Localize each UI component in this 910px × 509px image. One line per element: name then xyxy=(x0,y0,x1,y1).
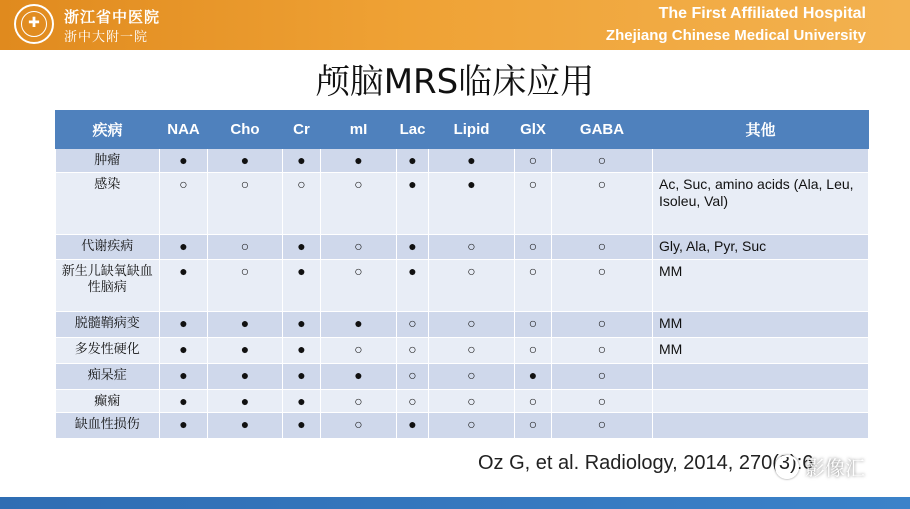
column-header: GlX xyxy=(515,111,552,149)
slide-title: 颅脑MRS临床应用 xyxy=(315,62,595,102)
citation-text: Oz G, et al. Radiology, 2014, 270(3):6 xyxy=(478,452,814,474)
disease-cell: 癫痫 xyxy=(56,390,160,413)
marker-cell: ○ xyxy=(552,390,653,413)
marker-cell: ● xyxy=(160,338,208,364)
marker-cell: ● xyxy=(208,364,283,390)
marker-cell: ○ xyxy=(552,413,653,439)
marker-cell: ○ xyxy=(397,312,429,338)
marker-cell: ● xyxy=(160,312,208,338)
other-cell xyxy=(653,390,869,413)
marker-cell: ○ xyxy=(208,260,283,312)
marker-cell: ○ xyxy=(321,173,397,235)
other-cell xyxy=(653,364,869,390)
disease-cell: 肿瘤 xyxy=(56,149,160,173)
hospital-name-en-line1: The First Affiliated Hospital xyxy=(658,5,866,22)
table-row xyxy=(56,390,869,413)
marker-cell: ○ xyxy=(515,149,552,173)
marker-cell: ○ xyxy=(429,364,515,390)
marker-cell: ○ xyxy=(515,312,552,338)
hospital-name-cn-line1: 浙江省中医院 xyxy=(64,8,161,26)
other-cell: MM xyxy=(653,338,869,364)
marker-cell: ○ xyxy=(429,338,515,364)
marker-cell: ○ xyxy=(208,235,283,260)
hospital-name-cn-line2: 浙中大附一院 xyxy=(64,30,149,45)
table-row xyxy=(56,260,869,312)
column-header: NAA xyxy=(160,111,208,149)
marker-cell: ● xyxy=(397,173,429,235)
marker-cell: ○ xyxy=(429,312,515,338)
marker-cell: ○ xyxy=(397,338,429,364)
column-header: GABA xyxy=(552,111,653,149)
marker-cell: ○ xyxy=(429,260,515,312)
table-row xyxy=(56,413,869,439)
disease-cell: 脱髓鞘病变 xyxy=(56,312,160,338)
table-row xyxy=(56,149,869,173)
table-row xyxy=(56,235,869,260)
column-header: Cho xyxy=(208,111,283,149)
marker-cell: ○ xyxy=(397,390,429,413)
marker-cell: ○ xyxy=(321,413,397,439)
marker-cell: ● xyxy=(160,149,208,173)
marker-cell: ● xyxy=(429,149,515,173)
marker-cell: ● xyxy=(321,149,397,173)
marker-cell: ● xyxy=(208,338,283,364)
marker-cell: ○ xyxy=(429,235,515,260)
other-cell xyxy=(653,413,869,439)
marker-cell: ○ xyxy=(429,413,515,439)
marker-cell: ● xyxy=(397,235,429,260)
marker-cell: ● xyxy=(160,235,208,260)
marker-cell: ● xyxy=(397,413,429,439)
marker-cell: ● xyxy=(208,312,283,338)
other-cell: Gly, Ala, Pyr, Suc xyxy=(653,235,869,260)
table-row xyxy=(56,173,869,235)
marker-cell: ● xyxy=(515,364,552,390)
disease-cell: 代谢疾病 xyxy=(56,235,160,260)
disease-cell: 多发性硬化 xyxy=(56,338,160,364)
marker-cell: ○ xyxy=(429,390,515,413)
other-cell: MM xyxy=(653,260,869,312)
marker-cell: ○ xyxy=(515,173,552,235)
wechat-icon xyxy=(775,455,799,479)
column-header: 疾病 xyxy=(56,111,160,149)
mrs-table xyxy=(55,110,869,439)
marker-cell: ● xyxy=(397,149,429,173)
marker-cell: ● xyxy=(283,235,321,260)
marker-cell: ● xyxy=(283,390,321,413)
marker-cell: ● xyxy=(283,413,321,439)
marker-cell: ● xyxy=(208,390,283,413)
marker-cell: ● xyxy=(283,260,321,312)
marker-cell: ● xyxy=(208,149,283,173)
column-header: mI xyxy=(321,111,397,149)
marker-cell: ○ xyxy=(552,260,653,312)
marker-cell: ○ xyxy=(515,235,552,260)
marker-cell: ○ xyxy=(321,235,397,260)
disease-cell: 新生儿缺氧缺血性脑病 xyxy=(56,260,160,312)
marker-cell: ● xyxy=(397,260,429,312)
marker-cell: ● xyxy=(321,312,397,338)
marker-cell: ○ xyxy=(397,364,429,390)
hospital-header xyxy=(0,0,910,50)
table-row xyxy=(56,338,869,364)
marker-cell: ○ xyxy=(515,260,552,312)
table-row xyxy=(56,364,869,390)
marker-cell: ● xyxy=(321,364,397,390)
marker-cell: ○ xyxy=(283,173,321,235)
marker-cell: ● xyxy=(208,413,283,439)
marker-cell: ● xyxy=(283,312,321,338)
marker-cell: ● xyxy=(160,260,208,312)
marker-cell: ○ xyxy=(515,390,552,413)
marker-cell: ● xyxy=(160,413,208,439)
marker-cell: ○ xyxy=(552,364,653,390)
marker-cell: ○ xyxy=(321,260,397,312)
marker-cell: ● xyxy=(283,149,321,173)
marker-cell: ● xyxy=(283,338,321,364)
marker-cell: ● xyxy=(160,364,208,390)
disease-cell: 缺血性损伤 xyxy=(56,413,160,439)
marker-cell: ○ xyxy=(552,149,653,173)
column-header: Cr xyxy=(283,111,321,149)
disease-cell: 感染 xyxy=(56,173,160,235)
other-cell: MM xyxy=(653,312,869,338)
column-header: Lac xyxy=(397,111,429,149)
column-header: 其他 xyxy=(653,111,869,149)
marker-cell: ○ xyxy=(321,338,397,364)
marker-cell: ○ xyxy=(321,390,397,413)
marker-cell: ● xyxy=(429,173,515,235)
marker-cell: ○ xyxy=(515,413,552,439)
marker-cell: ○ xyxy=(552,338,653,364)
marker-cell: ○ xyxy=(552,235,653,260)
hospital-name-en-line2: Zhejiang Chinese Medical University xyxy=(605,27,866,44)
table-row xyxy=(56,312,869,338)
watermark xyxy=(775,452,865,481)
marker-cell: ● xyxy=(160,390,208,413)
bottom-bar xyxy=(0,497,910,509)
marker-cell: ○ xyxy=(515,338,552,364)
marker-cell: ○ xyxy=(552,173,653,235)
marker-cell: ● xyxy=(283,364,321,390)
marker-cell: ○ xyxy=(160,173,208,235)
marker-cell: ○ xyxy=(208,173,283,235)
watermark-text: 影像汇 xyxy=(805,456,865,480)
column-header: Lipid xyxy=(429,111,515,149)
other-cell: Ac, Suc, amino acids (Ala, Leu, Isoleu, Val) xyxy=(653,173,869,235)
other-cell xyxy=(653,149,869,173)
hospital-logo-icon: ✚ xyxy=(14,4,54,44)
marker-cell: ○ xyxy=(552,312,653,338)
disease-cell: 痴呆症 xyxy=(56,364,160,390)
table-header-row xyxy=(56,111,869,149)
